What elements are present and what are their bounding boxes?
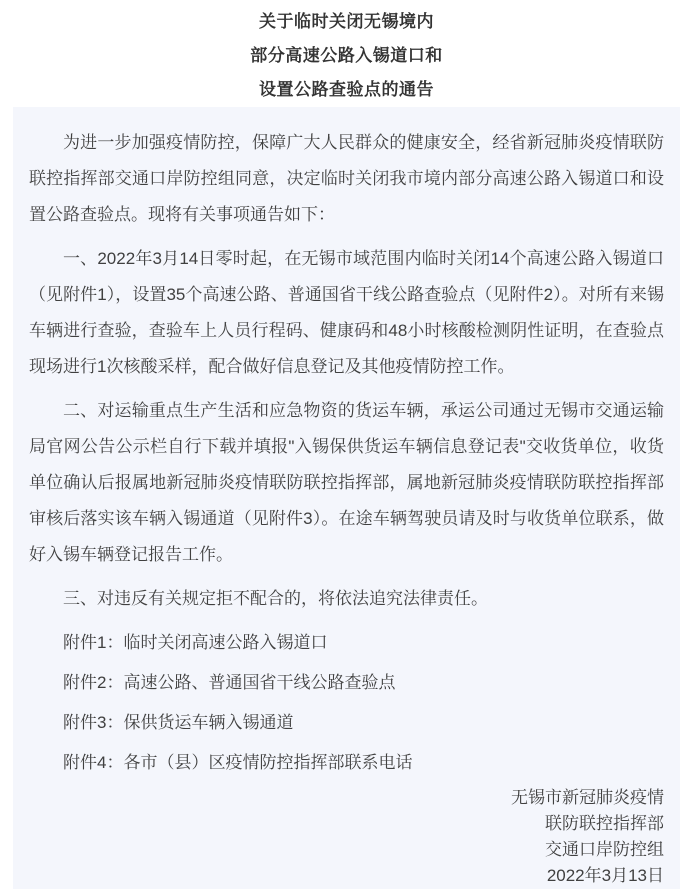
signature-line-date: 2022年3月13日: [546, 866, 664, 885]
signature-block: [29, 785, 664, 889]
paragraph-item-2: 二、对运输重点生产生活和应急物资的货运车辆，承运公司通过无锡市交通运输局官网公告公示栏自行下载并填报"入锡保供货运车辆信息登记表"交收货单位，收货单位确认后报属地新冠肺炎疫情联防联控指挥部，属地新冠肺炎疫情联防联控指挥部审核后落实该车辆入锡通道（见附件3）。在途车辆驾驶员请及时与收货单位联系，做好入锡车辆登记报告工作。: [29, 401, 664, 564]
paragraph-item-3: 三、对违反有关规定拒不配合的，将依法追究法律责任。: [63, 589, 488, 608]
signature-line-org-2: 联防联控指挥部: [545, 814, 664, 833]
paragraph-intro: 为进一步加强疫情防控，保障广大人民群众的健康安全，经省新冠肺炎疫情联防联控指挥部交通口岸防控组同意，决定临时关闭我市境内部分高速公路入锡道口和设置公路查验点。现将有关事项通告如下：: [29, 133, 664, 224]
paragraph-item-1: 一、2022年3月14日零时起，在无锡市域范围内临时关闭14个高速公路入锡道口（见附件1），设置35个高速公路、普通国省干线公路查验点（见附件2）。对所有来锡车辆进行查验，查验车上人员行程码、健康码和48小时核酸检测阴性证明，在查验点现场进行1次核酸采样，配合做好信息登记及其他疫情防控工作。: [29, 249, 664, 376]
notice-title: [0, 0, 693, 107]
notice-title-line-2: 部分高速公路入锡道口和: [250, 46, 443, 65]
signature-line-org-3: 交通口岸防控组: [545, 840, 664, 859]
attachment-line-3: 附件3：保供货运车辆入锡通道: [63, 713, 294, 732]
notice-body-panel: [13, 107, 680, 889]
attachment-line-1: 附件1：临时关闭高速公路入锡道口: [63, 633, 328, 652]
attachment-line-2: 附件2：高速公路、普通国省干线公路查验点: [63, 673, 396, 692]
signature-line-org-1: 无锡市新冠肺炎疫情: [511, 788, 664, 807]
notice-title-line-3: 设置公路查验点的通告: [259, 80, 434, 99]
attachment-line-4: 附件4：各市（县）区疫情防控指挥部联系电话: [63, 753, 413, 772]
notice-title-line-1: 关于临时关闭无锡境内: [259, 12, 434, 31]
